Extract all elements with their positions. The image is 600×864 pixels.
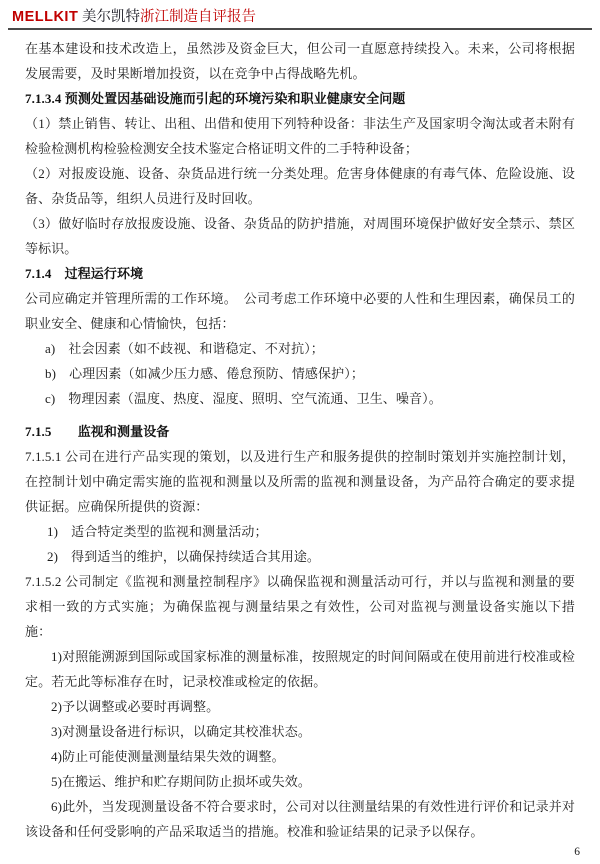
paragraph: 7.1.5.2 公司制定《监视和测量控制程序》以确保监视和测量活动可行，并以与监视和测量的要求相一致的方式实施；为确保监视与测量结果之有效性，公司对监视与测量设备实施以下措施：: [25, 574, 575, 639]
numbered-paragraph: 1)对照能溯源到国际或国家标准的测量标准，按照规定的时间间隔或在使用前进行校准或检定。若无此等标准存在时，记录校准或检定的依据。: [25, 649, 575, 689]
list-item: b) 心理因素（如减少压力感、倦怠预防、情感保护）；: [45, 366, 364, 381]
list-item: c) 物理因素（温度、热度、湿度、照明、空气流通、卫生、噪音）。: [45, 391, 442, 406]
section-heading: 7.1.5 监视和测量设备: [25, 424, 170, 439]
page-header: [8, 0, 592, 30]
paragraph: （1）禁止销售、转让、出租、出借和使用下列特种设备：非法生产及国家明令淘汰或者未附有检验检测机构检验检测安全技术鉴定合格证明文件的二手特种设备；: [25, 116, 575, 156]
paragraph: 7.1.5.1 公司在进行产品实现的策划，以及进行生产和服务提供的控制时策划并实施控制计划，在控制计划中确定需实施的监视和测量以及所需的监视和测量设备，为产品符合确定的要求提供证据。应确保所提供的资源：: [25, 449, 575, 514]
list-item: 2) 得到适当的维护，以确保持续适合其用途。: [47, 549, 321, 564]
document-body: [0, 30, 600, 844]
numbered-paragraph: 5)在搬运、维护和贮存期间防止损坏或失效。: [51, 774, 311, 789]
numbered-paragraph: 4)防止可能使测量测量结果失效的调整。: [51, 749, 285, 764]
page-number: 6: [574, 846, 580, 858]
paragraph: （2）对报废设施、设备、杂货品进行统一分类处理。危害身体健康的有毒气体、危险设施、设备、杂货品等，组织人员进行及时回收。: [25, 166, 575, 206]
paragraph: 公司应确定并管理所需的工作环境。 公司考虑工作环境中必要的人性和生理因素，确保员工的职业安全、健康和心情愉快，包括：: [25, 291, 575, 331]
header-title-red: 浙江制造自评报告: [139, 9, 256, 25]
numbered-paragraph: 6)此外，当发现测量设备不符合要求时，公司对以往测量结果的有效性进行评价和记录并对该设备和任何受影响的产品采取适当的措施。校准和验证结果的记录予以保存。: [25, 799, 575, 839]
header-title-black: 美尔凯特: [78, 9, 140, 25]
section-heading: 7.1.3.4 预测处置因基础设施而引起的环境污染和职业健康安全问题: [25, 91, 406, 106]
paragraph: 在基本建设和技术改造上，虽然涉及资金巨大，但公司一直愿意持续投入。未来，公司将根据发展需要，及时果断增加投资，以在竞争中占得战略先机。: [25, 41, 575, 81]
list-item: 1) 适合特定类型的监视和测量活动；: [47, 524, 268, 539]
brand-logo-text: MELLKIT: [12, 9, 79, 25]
list-item: a) 社会因素（如不歧视、和谐稳定、不对抗）；: [45, 341, 324, 356]
numbered-paragraph: 2)予以调整或必要时再调整。: [51, 699, 220, 714]
section-heading: 7.1.4 过程运行环境: [25, 266, 144, 281]
paragraph: （3）做好临时存放报废设施、设备、杂货品的防护措施，对周围环境保护做好安全禁示、禁区等标识。: [25, 216, 575, 256]
numbered-paragraph: 3)对测量设备进行标识，以确定其校准状态。: [51, 724, 311, 739]
